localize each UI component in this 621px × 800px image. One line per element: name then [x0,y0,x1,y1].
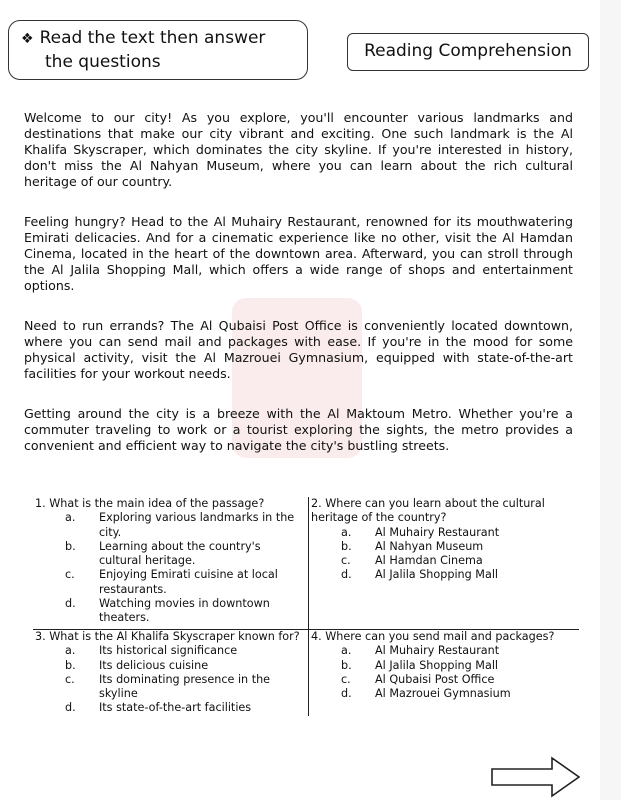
option-letter: a. [65,511,76,525]
option-text: Al Mazrouei Gymnasium [375,687,511,701]
option-letter: a. [341,644,352,658]
option-letter: d. [65,701,76,715]
diamond-bullet-icon: ❖ [21,31,34,47]
instruction-box [8,20,308,80]
option-text: Al Qubaisi Post Office [375,672,495,686]
question-cell [33,497,309,630]
passage-paragraph: Need to run errands? The Al Qubaisi Post Office is conveniently located downtown, where you can send mail and packages with ease. If you're in the mood for some physical activity, visit the Al Mazrouei Gymnasium, equipped with state-of-the-art facilities for your workout needs. [24,318,573,381]
passage-paragraph: Feeling hungry? Head to the Al Muhairy Restaurant, renowned for its mouthwatering Emirati delicacies. And for a cinematic experience like no other, visit the Al Hamdan Cinema, located in the heart of the downtown area. Afterward, you can stroll through the Al Jalila Shopping Mall, which offers a wide range of shops and entertainment options. [24,214,573,293]
question-text: 2. Where can you learn about the cultural heritage of the country? [311,497,545,525]
option-text: Al Muhairy Restaurant [375,525,500,539]
option-letter: c. [65,672,75,686]
option-text: Exploring various landmarks in the city. [99,511,295,539]
option-text: Enjoying Emirati cuisine at local restaurants. [99,568,278,596]
option-text: Learning about the country's cultural heritage. [99,539,261,568]
answer-option[interactable] [35,673,306,702]
questions-table [33,497,579,716]
option-text: Its historical significance [99,644,238,658]
answer-option[interactable] [35,701,306,715]
reading-passage [24,110,573,478]
question-text: 3. What is the Al Khalifa Skyscraper known for? [35,630,300,643]
option-letter: c. [341,672,351,686]
arrow-right-icon[interactable] [490,755,582,799]
option-text: Watching movies in downtown theaters. [99,597,270,625]
option-text: Its delicious cuisine [99,658,209,672]
option-letter: d. [341,568,352,582]
answer-option[interactable] [35,644,306,658]
answer-option[interactable] [311,659,577,673]
answer-option[interactable] [311,568,577,582]
option-text: Al Nahyan Museum [375,539,484,553]
option-letter: a. [65,644,76,658]
answer-option[interactable] [35,597,306,626]
option-text: Al Jalila Shopping Mall [375,568,499,582]
answer-option[interactable] [311,673,577,687]
answer-option[interactable] [35,540,306,569]
page-edge [600,0,621,800]
question-cell [33,630,309,716]
question-text: 1. What is the main idea of the passage? [35,497,265,510]
option-letter: b. [341,539,352,553]
option-letter: a. [341,525,352,539]
option-text: Al Muhairy Restaurant [375,644,500,658]
worksheet-title: Reading Comprehension [347,33,589,71]
answer-option[interactable] [311,540,577,554]
option-text: Its state-of-the-art facilities [99,701,252,715]
instruction-line-2: the questions [45,52,161,72]
option-letter: d. [65,597,76,611]
question-cell [309,497,580,630]
answer-option[interactable] [311,644,577,658]
option-text: Al Jalila Shopping Mall [375,658,499,672]
option-letter: b. [65,658,76,672]
answer-option[interactable] [35,568,306,597]
passage-paragraph: Welcome to our city! As you explore, you'll encounter various landmarks and destinations that make our city vibrant and exciting. One such landmark is the Al Khalifa Skyscraper, which dominates the city skyline. If you're interested in history, don't miss the Al Nahyan Museum, where you can learn about the rich cultural heritage of our country. [24,110,573,189]
option-letter: c. [341,554,351,568]
option-text: Al Hamdan Cinema [375,554,483,568]
option-text: Its dominating presence in the skyline [99,672,271,701]
answer-option[interactable] [311,687,577,701]
instruction-line-1: Read the text then answer [39,28,266,48]
option-letter: b. [341,658,352,672]
option-letter: b. [65,539,76,553]
answer-option[interactable] [311,526,577,540]
answer-option[interactable] [35,511,306,540]
question-cell [309,630,580,716]
answer-option[interactable] [35,659,306,673]
answer-option[interactable] [311,554,577,568]
question-text: 4. Where can you send mail and packages? [311,630,555,643]
option-letter: d. [341,687,352,701]
option-letter: c. [65,568,75,582]
passage-paragraph: Getting around the city is a breeze with the Al Maktoum Metro. Whether you're a commuter traveling to work or a tourist exploring the sights, the metro provides a convenient and efficient way to navigate the city's bustling streets. [24,406,573,453]
